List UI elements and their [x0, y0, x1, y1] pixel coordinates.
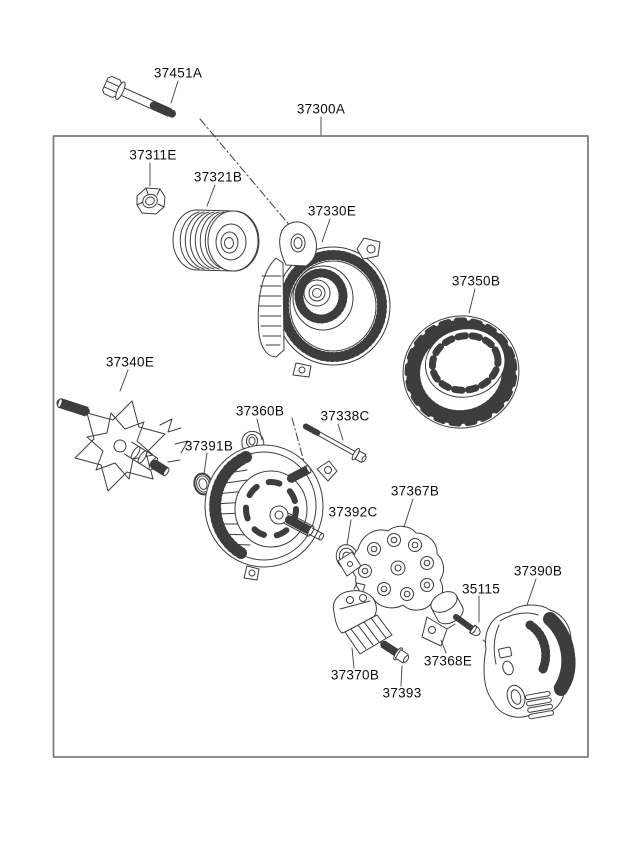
part-label-37368E: 37368E [423, 653, 473, 669]
part-label-35115: 35115 [461, 581, 501, 597]
pulley-37321B-drawing [173, 210, 259, 271]
rear-cover-37390B-drawing [484, 605, 575, 719]
part-label-37338C: 37338C [320, 408, 370, 424]
part-label-37321B: 37321B [193, 169, 243, 185]
nut-37311E-drawing [137, 188, 165, 214]
part-label-37393: 37393 [382, 685, 422, 701]
part-label-37350B: 37350B [451, 273, 501, 289]
part-label-37370B: 37370B [330, 667, 380, 683]
rear-housing-37360B-drawing [205, 431, 337, 580]
part-label-37330E: 37330E [307, 203, 357, 219]
part-label-37311E: 37311E [129, 147, 177, 163]
rotor-37340E-drawing [57, 398, 188, 491]
part-label-37390B: 37390B [513, 563, 563, 579]
front-housing-37330E-drawing [258, 222, 390, 377]
screw-35115-drawing [453, 613, 482, 637]
bolt-37451A-drawing [101, 75, 175, 122]
part-label-37451A: 37451A [153, 65, 203, 81]
part-label-37300A: 37300A [296, 101, 346, 117]
bolt-37393-drawing [379, 638, 411, 666]
part-label-37367B: 37367B [390, 483, 440, 499]
stator-37350B-drawing [393, 305, 530, 439]
part-label-37340E: 37340E [105, 354, 155, 370]
part-label-37392C: 37392C [328, 504, 378, 520]
part-label-37391B: 37391B [184, 438, 234, 454]
part-label-37360B: 37360B [235, 403, 285, 419]
through-bolt-37338C-drawing [302, 420, 369, 465]
